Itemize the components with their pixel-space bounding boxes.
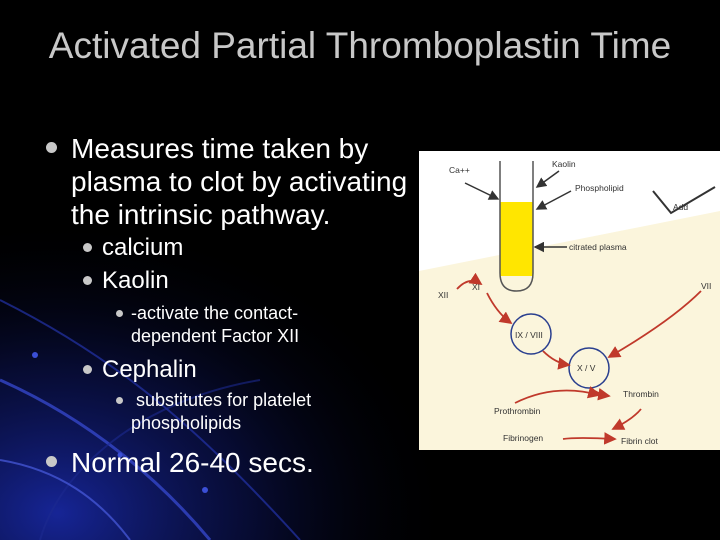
label-ca: Ca++	[449, 165, 470, 175]
label-prothrombin: Prothrombin	[494, 406, 541, 416]
label-fibrinogen: Fibrinogen	[503, 433, 544, 443]
label-citrated-plasma: citrated plasma	[569, 242, 627, 252]
bullet-calcium: calcium	[102, 234, 184, 261]
bullet-dot	[46, 142, 57, 153]
coagulation-cascade-figure	[419, 151, 720, 450]
bullet-dot	[116, 310, 123, 317]
bullet-dot	[116, 397, 123, 404]
arrow-fibrinogen-fibrin	[563, 438, 615, 439]
label-kaolin: Kaolin	[552, 159, 576, 169]
label-phospholipid: Phospholipid	[575, 183, 624, 193]
bullet-dot	[83, 276, 92, 285]
ca-arrow	[465, 183, 498, 199]
label-xi: XI	[472, 282, 481, 292]
phospholipid-arrow	[537, 191, 571, 209]
bullet-measures: Measures time taken by plasma to clot by activating the intrinsic pathway.	[71, 133, 408, 230]
bullet-kaolin: Kaolin	[102, 267, 169, 294]
cascade-diagram	[419, 151, 720, 450]
bullet-kaolin-note: -activate the contact-dependent Factor XII	[131, 303, 300, 346]
bullet-normal: Normal 26-40 secs.	[71, 447, 314, 478]
kaolin-arrow	[537, 171, 559, 187]
slide-title: Activated Partial Thromboplastin Time	[48, 25, 672, 66]
bullet-dot	[83, 365, 92, 374]
bullet-dot	[46, 456, 57, 467]
label-xii: XII	[438, 290, 449, 300]
label-x-v: X / V	[577, 363, 596, 373]
label-thrombin: Thrombin	[623, 389, 659, 399]
label-fibrin-clot: Fibrin clot	[621, 436, 658, 446]
test-tube-plasma	[500, 202, 533, 276]
label-add: Add	[673, 202, 689, 212]
bullet-cephalin: Cephalin	[102, 356, 197, 383]
label-ix-viii: IX / VIII	[515, 330, 543, 340]
bullet-dot	[83, 243, 92, 252]
bullet-cephalin-note: substitutes for platelet phospholipids	[131, 390, 317, 433]
label-vii: VII	[701, 281, 712, 291]
